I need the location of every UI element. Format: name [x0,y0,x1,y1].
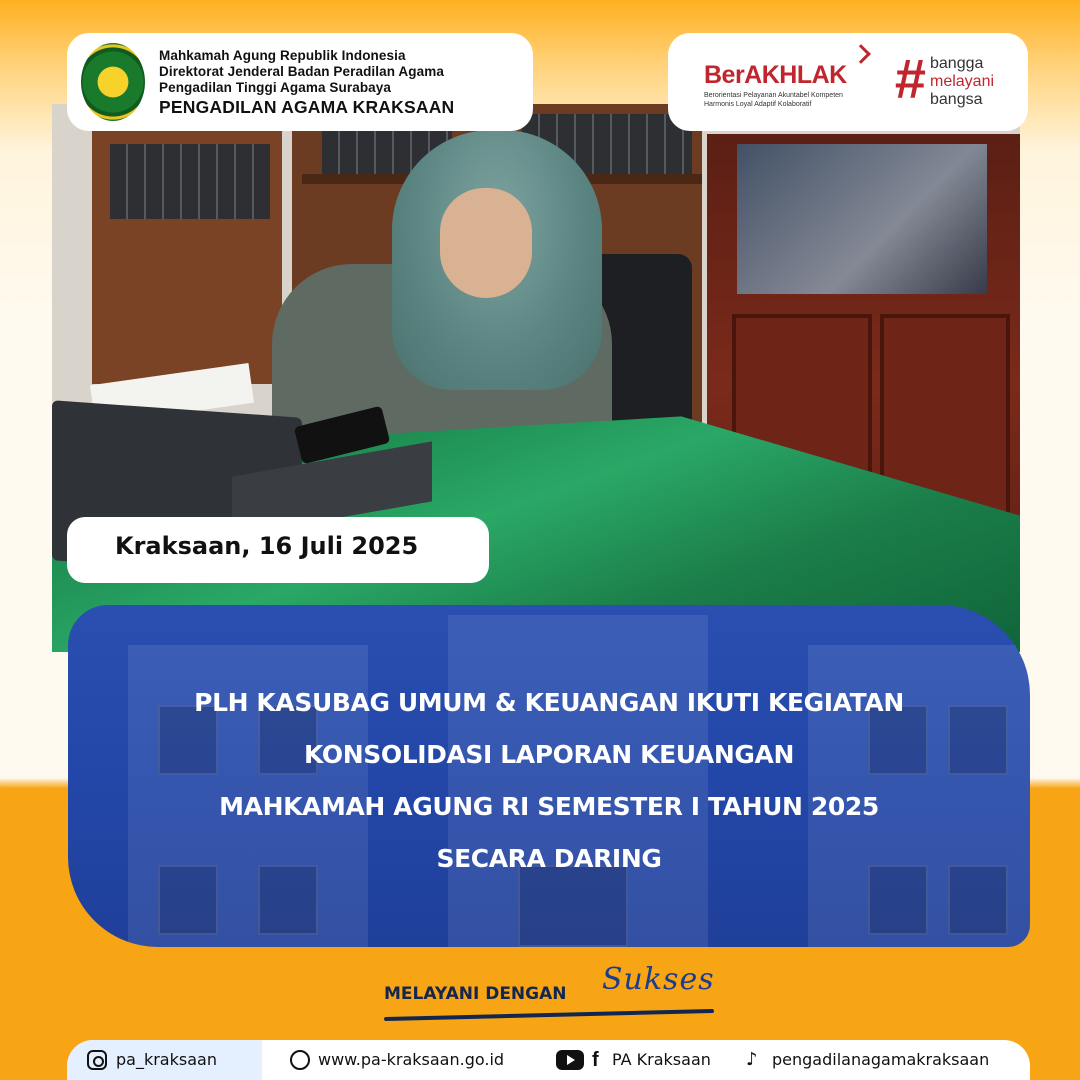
headline-line-1: PLH KASUBAG UMUM & KEUANGAN IKUTI KEGIATAN [194,688,904,717]
chevron-icon [851,44,871,64]
news-headline [68,677,1030,885]
branding-header [668,33,1028,131]
instagram-icon[interactable] [87,1050,107,1070]
instagram-handle[interactable]: pa_kraksaan [116,1050,217,1069]
facebook-icon[interactable]: f [592,1049,599,1071]
bangga-melayani-bangsa-logo [930,55,994,109]
tiktok-handle[interactable]: pengadilanagamakraksaan [772,1050,990,1069]
bangsa-word: bangsa [930,91,983,108]
date-label-card [67,517,489,583]
youtube-icon[interactable] [556,1050,584,1070]
globe-icon[interactable] [290,1050,310,1070]
headline-line-3: MAHKAMAH AGUNG RI SEMESTER I TAHUN 2025 [219,792,879,821]
header-line-3: Pengadilan Tinggi Agama Surabaya [159,80,392,95]
headline-line-2: KONSOLIDASI LAPORAN KEUANGAN [304,740,794,769]
office-name: PENGADILAN AGAMA KRAKSAAN [159,97,455,117]
tiktok-icon[interactable]: ♪ [746,1049,758,1070]
title-panel [68,605,1030,947]
slogan-underline [384,1009,714,1021]
slogan-script: Sukses [602,962,715,997]
headline-line-4: SECARA DARING [436,844,662,873]
berakhlak-tagline: Berorientasi Pelayanan Akuntabel Kompeten Harmonis Loyal Adaptif Kolaboratif [704,92,843,108]
hashtag-icon: # [894,47,926,110]
facebook-page[interactable]: PA Kraksaan [612,1050,711,1069]
berakhlak-logo: BerAKHLAK [704,61,847,89]
header-line-2: Direktorat Jenderal Badan Peradilan Agama [159,64,444,79]
date-label: Kraksaan, 16 Juli 2025 [115,532,419,560]
bangga-word: bangga [930,55,984,72]
slogan-text: MELAYANI DENGAN [384,984,567,1004]
header-line-1: Mahkamah Agung Republik Indonesia [159,48,406,63]
court-emblem-icon [81,43,145,121]
institution-header [67,33,533,131]
melayani-word: melayani [930,73,995,90]
website-link[interactable]: www.pa-kraksaan.go.id [318,1050,505,1069]
